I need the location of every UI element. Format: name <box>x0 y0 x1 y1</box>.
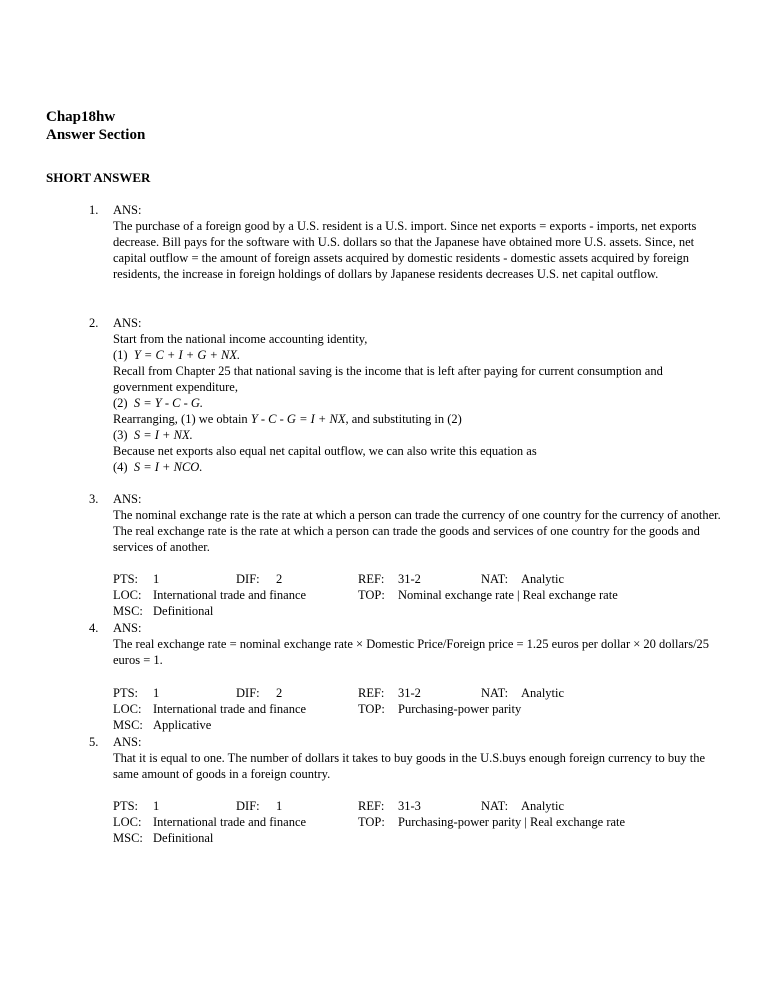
question-number: 1. <box>89 203 99 217</box>
ref-label: REF: <box>358 799 385 813</box>
dif-value: 2 <box>276 686 283 700</box>
equation-line <box>113 459 725 475</box>
answer-text: The purchase of a foreign good by a U.S. resident is a U.S. import. Since net exports = exports - imports, net exports decrease. Bill pays for the software with U.S. dollars so that the Japanese have obtained more U.S. assets. Since, net capital outflow = the amount of foreign assets acquired by domestic residents - domestic assets acquired by foreign residents, the increase in foreign holdings of dollars by Japanese residents decreases U.S. net capital outflow. <box>113 219 697 281</box>
top-value: Purchasing-power parity | Real exchange rate <box>398 815 626 829</box>
top-value: Purchasing-power parity <box>398 702 522 716</box>
equation: S = Y - C - G. <box>133 396 204 410</box>
nat-label: NAT: <box>481 799 509 813</box>
answer-fragment: Rearranging, (1) we obtain <box>113 412 251 426</box>
equation: Y = C + I + G + NX. <box>133 348 241 362</box>
loc-label: LOC: <box>113 815 142 829</box>
dif-label: DIF: <box>236 572 260 586</box>
document-title: Chap18hw <box>46 109 116 125</box>
dif-label: DIF: <box>236 799 260 813</box>
dif-label: DIF: <box>236 686 260 700</box>
top-label: TOP: <box>358 588 385 602</box>
pts-label: PTS: <box>113 686 139 700</box>
nat-label: NAT: <box>481 572 509 586</box>
equation: S = I + NX. <box>133 428 193 442</box>
document-subtitle: Answer Section <box>46 127 146 143</box>
loc-value: International trade and finance <box>153 588 307 602</box>
answer-label: ANS: <box>113 492 142 506</box>
dif-value: 1 <box>276 799 283 813</box>
answer-text: That it is equal to one. The number of dollars it takes to buy goods in the U.S.buys enough foreign currency to buy the same amount of goods in a foreign country. <box>113 751 706 781</box>
loc-value: International trade and finance <box>153 702 307 716</box>
msc-value: Definitional <box>153 604 214 618</box>
equation-line <box>113 427 725 443</box>
nat-value: Analytic <box>521 686 565 700</box>
equation: S = I + NCO. <box>133 460 203 474</box>
msc-label: MSC: <box>113 718 143 732</box>
answer-label: ANS: <box>113 203 142 217</box>
equation-number: (2) <box>113 396 134 410</box>
pts-value: 1 <box>153 686 160 700</box>
loc-label: LOC: <box>113 702 142 716</box>
question-number: 4. <box>89 621 99 635</box>
loc-value: International trade and finance <box>153 815 307 829</box>
pts-label: PTS: <box>113 572 139 586</box>
nat-label: NAT: <box>481 686 509 700</box>
loc-label: LOC: <box>113 588 142 602</box>
answer-line: Start from the national income accounting identity, <box>113 332 368 346</box>
answer-text: The real exchange rate = nominal exchange rate × Domestic Price/Foreign price = 1.25 euros per dollar × 20 dollars/25 euros = 1. <box>113 637 710 667</box>
answer-line: Because net exports also equal net capital outflow, we can also write this equation as <box>113 444 537 458</box>
ref-value: 31-2 <box>398 572 421 586</box>
msc-label: MSC: <box>113 604 143 618</box>
answer-label: ANS: <box>113 316 142 330</box>
question-number: 5. <box>89 735 99 749</box>
equation-number: (3) <box>113 428 134 442</box>
answer-label: ANS: <box>113 621 142 635</box>
msc-value: Definitional <box>153 831 214 845</box>
ref-label: REF: <box>358 572 385 586</box>
equation-line <box>113 347 725 363</box>
msc-value: Applicative <box>153 718 212 732</box>
top-value: Nominal exchange rate | Real exchange rate <box>398 588 618 602</box>
top-label: TOP: <box>358 815 385 829</box>
equation-number: (1) <box>113 348 134 362</box>
ref-value: 31-3 <box>398 799 421 813</box>
equation-line <box>113 395 725 411</box>
answer-line: Recall from Chapter 25 that national saving is the income that is left after paying for current consumption and government expenditure, <box>113 364 663 394</box>
pts-value: 1 <box>153 572 160 586</box>
equation-line <box>113 411 725 427</box>
answer-label: ANS: <box>113 735 142 749</box>
question-number: 2. <box>89 316 99 330</box>
top-label: TOP: <box>358 702 385 716</box>
answer-text: The nominal exchange rate is the rate at which a person can trade the currency of one country for the currency of another. The real exchange rate is the rate at which a person can trade the goods and services of one country for the goods and services of another. <box>113 508 721 554</box>
nat-value: Analytic <box>521 572 565 586</box>
answer-fragment: , and substituting in (2) <box>345 412 462 426</box>
equation: Y - C - G = I + NX <box>250 412 346 426</box>
question-number: 3. <box>89 492 99 506</box>
nat-value: Analytic <box>521 799 565 813</box>
pts-value: 1 <box>153 799 160 813</box>
equation-number: (4) <box>113 460 134 474</box>
dif-value: 2 <box>276 572 283 586</box>
ref-value: 31-2 <box>398 686 421 700</box>
pts-label: PTS: <box>113 799 139 813</box>
section-heading: SHORT ANSWER <box>46 170 151 185</box>
ref-label: REF: <box>358 686 385 700</box>
msc-label: MSC: <box>113 831 143 845</box>
